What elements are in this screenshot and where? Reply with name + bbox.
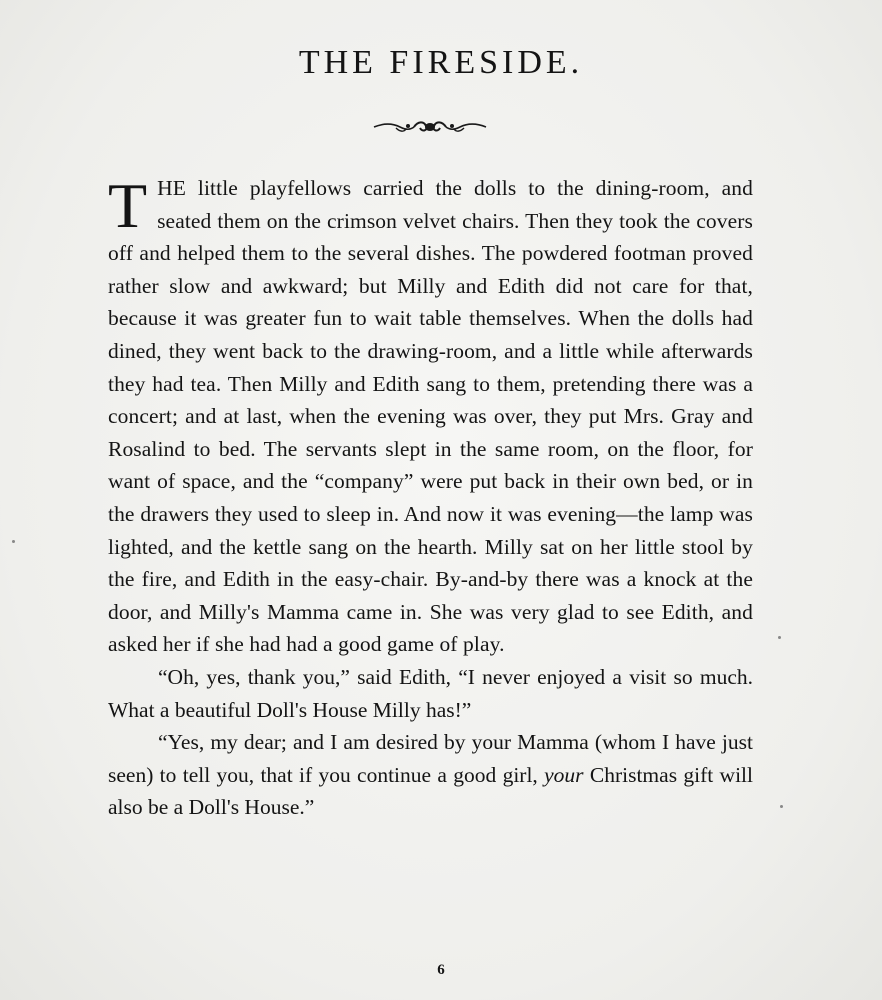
paragraph-3-emphasis: your (544, 762, 584, 787)
paper-speck (12, 540, 15, 543)
paragraph-1 (108, 172, 753, 661)
story-text (108, 172, 753, 824)
paper-speck (780, 805, 783, 808)
paragraph-1-text: HE little playfellows carried the dolls to the dining-room, and seated them on the crimson velvet chairs. Then they took the covers off and helped them to the several dishes. The powdered footman proved rather slow and awkward; but Milly and Edith did not care for that, because it was greater fun to wait table themselves. When the dolls had dined, they went back to the drawing-room, and a little while afterwards they had tea. Then Milly and Edith sang to them, pretending there was a concert; and at last, when the evening was over, they put Mrs. Gray and Rosalind to bed. The servants slept in the same room, on the floor, for want of space, and the “company” were put back in their own bed, or in the drawers they used to sleep in. And now it was evening—the lamp was lighted, and the kettle sang on the hearth. Milly sat on her little stool by the fire, and Edith in the easy-chair. By-and-by there was a knock at the door, and Milly's Mamma came in. She was very glad to see Edith, and asked her if she had had a good game of play. (108, 176, 753, 657)
paragraph-2: “Oh, yes, thank you,” said Edith, “I never enjoyed a visit so much. What a beautiful Doll's House Milly has!” (108, 664, 753, 722)
decorative-scroll-ornament-icon (370, 117, 490, 137)
paragraph-3-text-before: “Yes, my dear; and I am desired by your Mamma (whom I have just seen) to tell you, that if you continue a good girl, (108, 730, 753, 787)
page-title: THE FIRESIDE. (298, 44, 584, 81)
paragraph-3-text-after: Christmas gift will also be a Doll's House.” (108, 762, 754, 820)
paragraph-3 (108, 726, 753, 824)
paper-speck (778, 636, 781, 639)
page-number: 6 (437, 962, 445, 978)
drop-cap: T (108, 170, 148, 241)
